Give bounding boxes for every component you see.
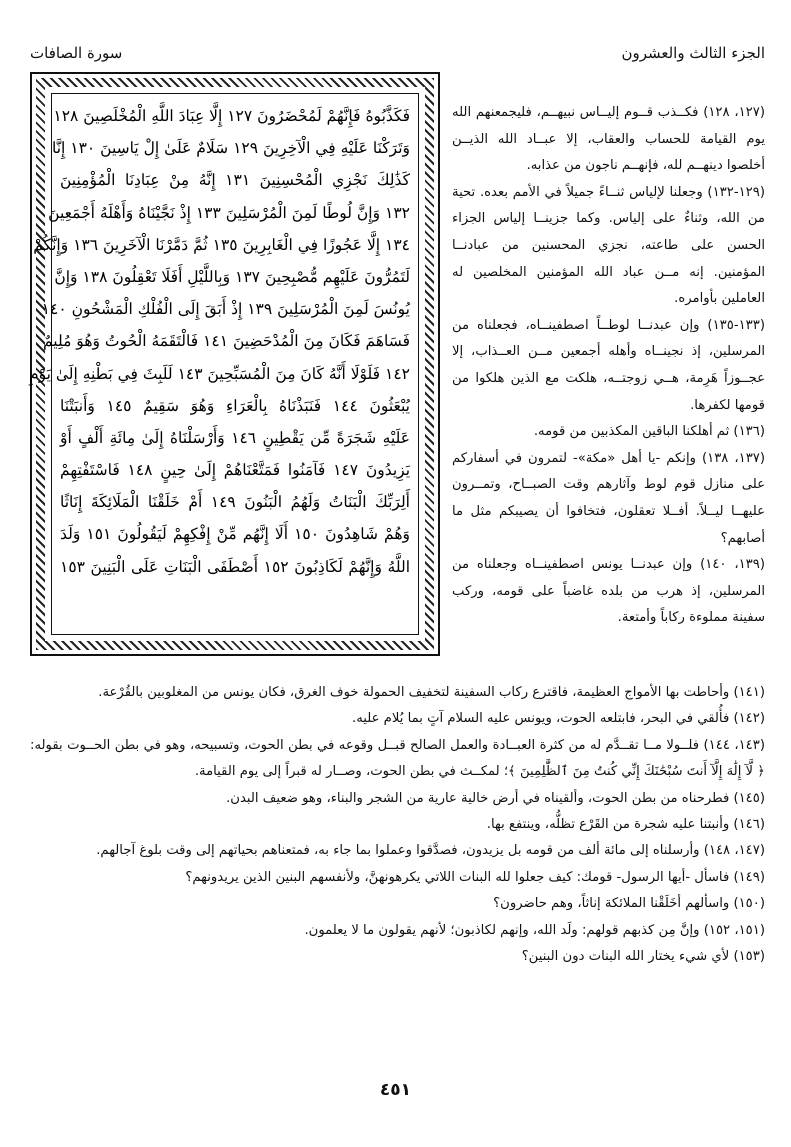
quran-line: عَلَيْهِ شَجَرَةً مِّن يَقْطِينٍ ١٤٦ وَأَرْسَلْنَاهُ إِلَىٰ مِائَةِ أَلْفٍ أَوْ xyxy=(60,428,410,447)
tafsir-paragraph: (١٤٩) فاسأل -أيها الرسول- قومك: كيف جعلوا لله البنات اللاتي يكرهونهنَّ، ولأنفسهم البنين الذين يريدونهم؟ xyxy=(185,869,765,885)
page-number: ٤٥١ xyxy=(379,1080,412,1100)
tafsir-paragraph: (١٣٩، ١٤٠) وإن عبدنــا يونس اصطفينــاه وجعلناه من المرسلين، إذ هرب من بلده غاضباً على قومه، وركب سفينة مملوءة ركاباً وأمتعة. xyxy=(452,557,765,626)
tafsir-paragraph: (١٤٣، ١٤٤) فلــولا مــا تقــدَّم له من كثرة العبــادة والعمل الصالح قبــل وقوعه في بطن الحوت، وتسبيحه، وهو في بطن الحــوت بقوله: ﴿ لَّآ إِلَٰهَ إِلَّآ أَنتَ سُبْحَٰنَكَ إِنِّي كُنتُ مِنَ ٱلظَّٰلِمِينَ ﴾؛ لمكــث في بطن الحوت، وصــار له قبراً إلى يوم القيامة. xyxy=(30,737,765,780)
tafsir-paragraph: (١٣٣-١٣٥) وإن عبدنــا لوطــاً اصطفينــاه، فجعلناه من المرسلين، إذ نجينــاه وأهله أجمعين مــن العــذاب، إلا عجــوزاً هَرِمة، هــي زوجتــه، هلكت مع الذين هلكوا من قومها لكفرها. xyxy=(452,317,765,413)
tafsir-paragraph: (١٥٣) لأي شيء يختار الله البنات دون البنين؟ xyxy=(521,949,765,965)
quran-line: لَتَمُرُّونَ عَلَيْهِم مُّصْبِحِينَ ١٣٧ وَبِاللَّيْلِ أَفَلَا تَعْقِلُونَ ١٣٨ وَإِنَّ xyxy=(54,267,410,286)
running-header xyxy=(30,44,765,66)
tafsir-paragraph: (١٤١) وأحاطت بها الأمواج العظيمة، فاقترع ركاب السفينة لتخفيف الحمولة خوف الغرق، فكان يونس من المغلوبين بالقُرْعة. xyxy=(98,685,765,700)
quran-frame xyxy=(30,72,440,656)
quran-line: فَكَذَّبُوهُ فَإِنَّهُمْ لَمُحْضَرُونَ ١٢٧ إِلَّا عِبَادَ اللَّهِ الْمُخْلَصِينَ ١٢٨ xyxy=(53,107,410,125)
tafsir-paragraph: (١٢٩-١٣٢) وجعلنا لإلياس ثنــاءً جميلاً في الأمم بعده. تحية من الله، وثناءٌ على إلياس. وكما جزينــا إلياس الجزاء الحسن على طاعته، نجزي المحسنين من عبادنــا المؤمنين. إنه مــن عباد الله المؤمنين المخلصين له العاملين بأوامره. xyxy=(452,184,765,307)
quran-line xyxy=(60,583,410,615)
tafsir-paragraph: (١٥٠) واسألهم أخَلَقْنا الملائكة إناثاً، وهم حاضرون؟ xyxy=(493,896,765,912)
tafsir-paragraph: (١٣٧، ١٣٨) وإنكم -يا أهل «مكة»- لتمرون في أسفاركم على منازل قوم لوط وآثارهم وقت الصبــاح، وتمــرون عليهــا ليــلاً. أفــلا تعقلون، فتخافوا أن يصيبكم مثل ما أصابهم؟ xyxy=(452,450,766,546)
surah-name: سورة الصافات xyxy=(30,44,123,62)
quran-line: ١٤٢ فَلَوْلَا أَنَّهُ كَانَ مِنَ الْمُسَبِّحِينَ ١٤٣ لَلَبِثَ فِي بَطْنِهِ إِلَىٰ يَوْمِ xyxy=(28,364,410,383)
quran-line: وَتَرَكْنَا عَلَيْهِ فِي الْآخِرِينَ ١٢٩ سَلَامٌ عَلَىٰ إِلْ يَاسِينَ ١٣٠ إِنَّا xyxy=(51,139,410,158)
quran-line: يَزِيدُونَ ١٤٧ فَآمَنُوا فَمَتَّعْنَاهُمْ إِلَىٰ حِينٍ ١٤٨ فَاسْتَفْتِهِمْ xyxy=(60,461,411,480)
tafsir-paragraph: (١٥١، ١٥٢) وإنَّ مِن كذبهم قولهم: ولَد الله، وإنهم لكاذبون؛ لأنهم يقولون ما لا يعلمون. xyxy=(304,922,765,938)
quran-line: ١٣٤ إِلَّا عَجُوزًا فِي الْغَابِرِينَ ١٣٥ ثُمَّ دَمَّرْنَا الْآخَرِينَ ١٣٦ وَإِنَّكُمْ xyxy=(33,235,410,254)
tafsir-paragraph: (١٢٧، ١٢٨) فكــذب قــوم إليــاس نبيهــم، فليجمعنهم الله يوم القيامة للحساب والعقاب، إلا عبــاد الله الذيــن أخلصوا دينهــم لله، فإنهــم ناجون من عذابه. xyxy=(452,105,765,174)
quran-line xyxy=(60,615,410,647)
quran-line: ١٣٢ وَإِنَّ لُوطًا لَمِنَ الْمُرْسَلِينَ ١٣٣ إِذْ نَجَّيْنَاهُ وَأَهْلَهُ أَجْمَعِينَ xyxy=(48,203,410,222)
tafsir-paragraph: (١٤٧، ١٤٨) وأرسلناه إلى مائة ألف من قومه بل يزيدون، فصدَّقوا وعملوا بما جاء به، فمتعناهم بحياتهم إلى وقت بلوغ آجالهم. xyxy=(96,843,765,859)
quran-line: فَسَاهَمَ فَكَانَ مِنَ الْمُدْحَضِينَ ١٤١ فَالْتَقَمَهُ الْحُوتُ وَهُوَ مُلِيمٌ xyxy=(42,332,410,351)
quran-line: يُونُسَ لَمِنَ الْمُرْسَلِينَ ١٣٩ إِذْ أَبَقَ إِلَى الْفُلْكِ الْمَشْحُونِ ١٤٠ xyxy=(41,300,410,319)
tafsir-side-column xyxy=(452,100,765,632)
tafsir-paragraph: (١٤٦) وأنبتنا عليه شجرة من القَرْع تظلُّه، وينتفع بها. xyxy=(486,817,765,833)
juz-name: الجزء الثالث والعشرون xyxy=(621,44,765,62)
quran-line: أَلِرَبِّكَ الْبَنَاتُ وَلَهُمُ الْبَنُونَ ١٤٩ أَمْ خَلَقْنَا الْمَلَائِكَةَ إِنَاثًا xyxy=(60,493,410,512)
tafsir-paragraph: (١٤٥) فطرحناه من بطن الحوت، وألقيناه في أرض خالية عارية من الشجر والبناء، وهو ضعيف البدن. xyxy=(226,790,765,806)
quran-line: يُبْعَثُونَ ١٤٤ فَنَبَذْنَاهُ بِالْعَرَاءِ وَهُوَ سَقِيمٌ ١٤٥ وَأَنبَتْنَا xyxy=(60,396,410,415)
tafsir-full-width xyxy=(30,680,765,970)
tafsir-paragraph: (١٣٦) ثم أهلكنا الباقين المكذبين من قومه. xyxy=(533,424,765,440)
quran-line: اللَّهُ وَإِنَّهُمْ لَكَاذِبُونَ ١٥٢ أَصْطَفَى الْبَنَاتِ عَلَى الْبَنِينَ ١٥٣ xyxy=(60,557,411,576)
quran-line: وَهُمْ شَاهِدُونَ ١٥٠ أَلَا إِنَّهُم مِّنْ إِفْكِهِمْ لَيَقُولُونَ ١٥١ وَلَدَ xyxy=(60,525,410,544)
quran-line: كَذَٰلِكَ نَجْزِي الْمُحْسِنِينَ ١٣١ إِنَّهُ مِنْ عِبَادِنَا الْمُؤْمِنِينَ xyxy=(60,171,411,190)
tafsir-paragraph: (١٤٢) فأُلقي في البحر، فابتلعه الحوت، ويونس عليه السلام آتٍ بما يُلام عليه. xyxy=(352,711,765,727)
quran-text-block xyxy=(28,93,419,635)
